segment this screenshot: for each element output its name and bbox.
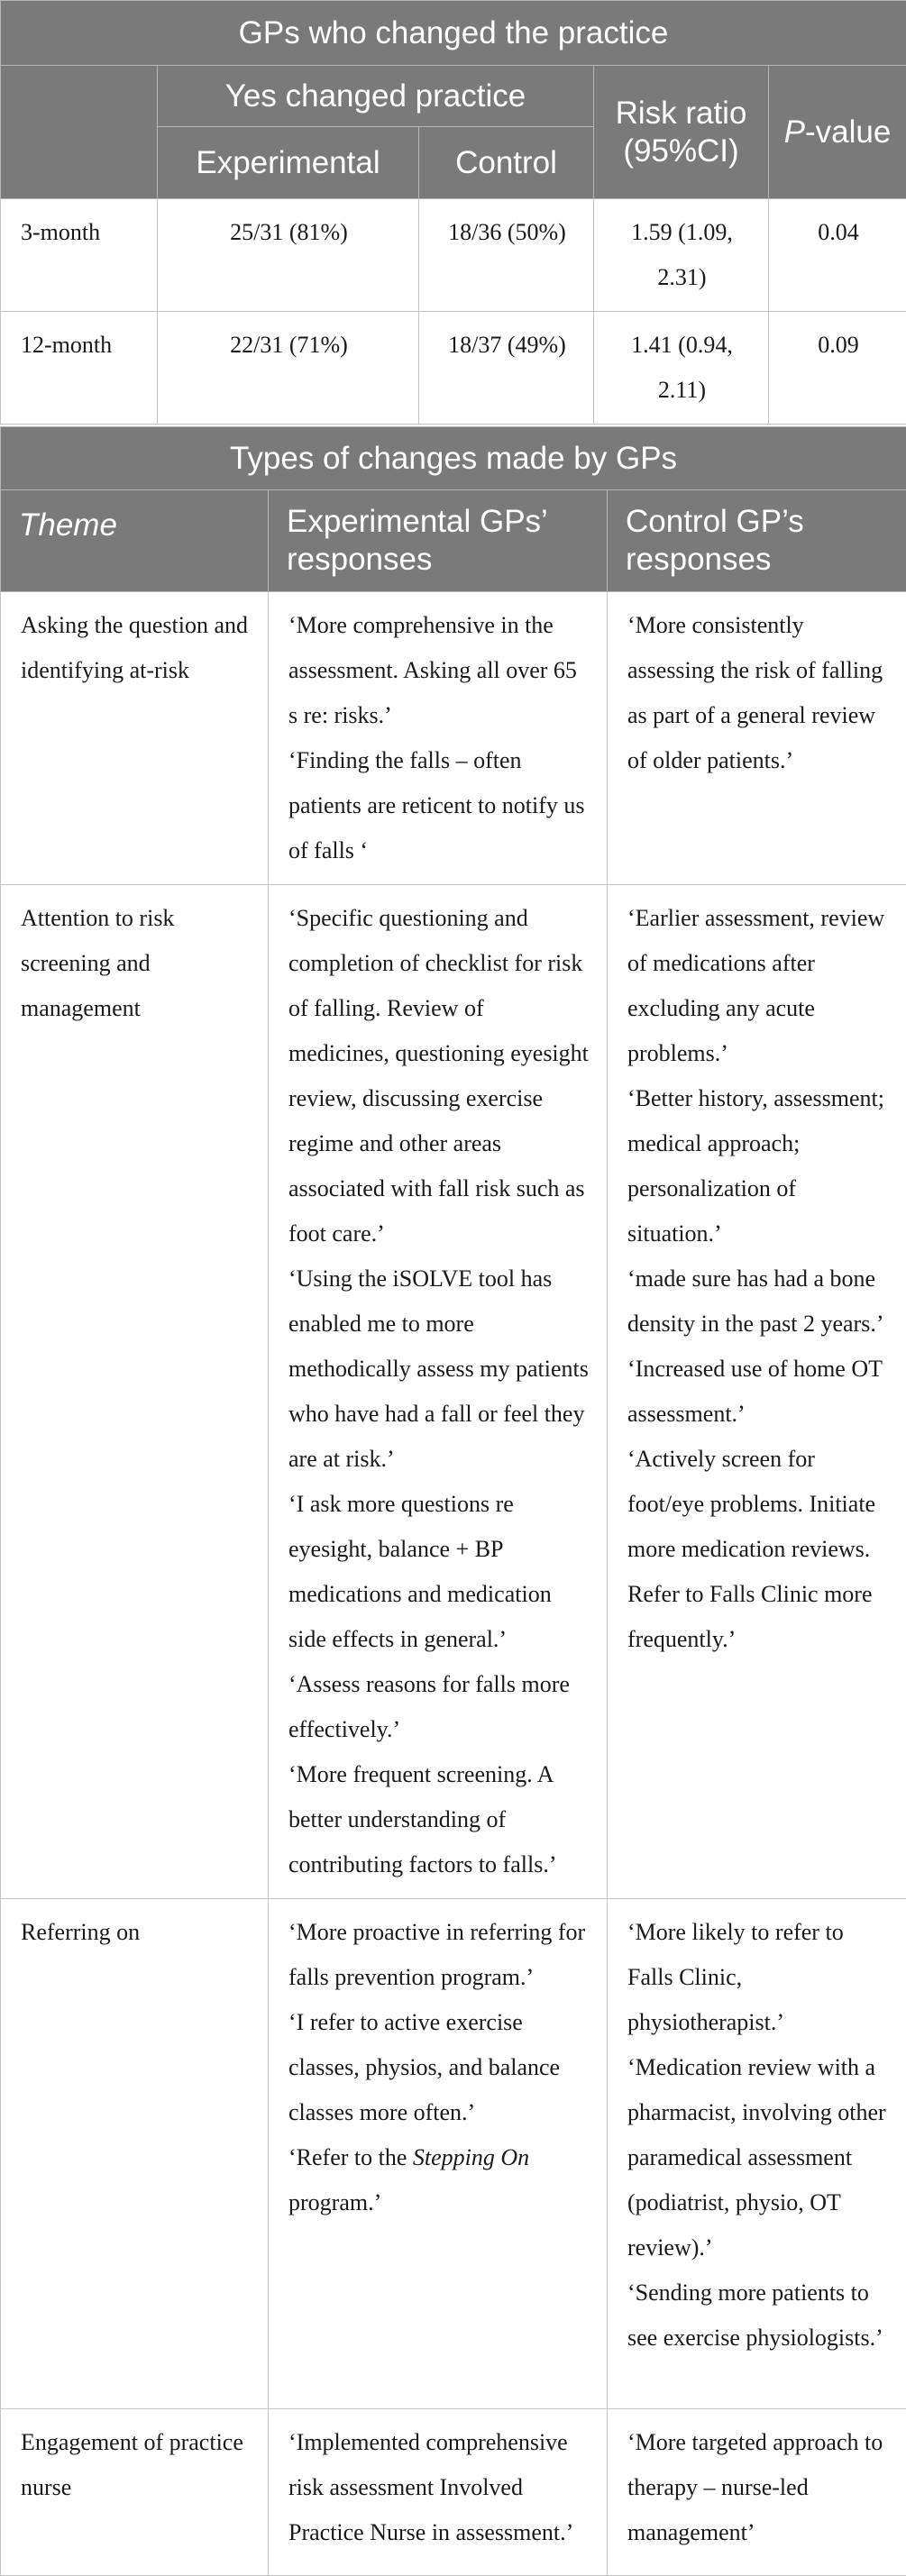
table1-blank-header: [1, 66, 158, 199]
experimental-col-header: Experimental: [158, 127, 419, 199]
response-quote: ‘Sending more patients to see exercise physiologists.’: [627, 2270, 888, 2361]
response-quote: ‘Medication review with a pharmacist, involving other paramedical assessment (podiatrist, physio, OT review).’: [627, 2045, 888, 2270]
risk-ratio-header: Risk ratio (95%CI): [594, 66, 769, 199]
p-value: 0.09: [769, 312, 906, 425]
response-quote: ‘More consistently assessing the risk of falling as part of a general review of older patients.’: [627, 603, 888, 783]
experimental-value: 25/31 (81%): [158, 199, 419, 312]
response-quote: [288, 2135, 589, 2225]
risk-ratio-value: 1.59 (1.09, 2.31): [594, 199, 769, 312]
control-value: 18/36 (50%): [419, 199, 594, 312]
control-responses: [608, 1899, 906, 2409]
response-quote: ‘Implemented comprehensive risk assessment Involved Practice Nurse in assessment.’: [288, 2420, 589, 2555]
p-value-header: [769, 66, 906, 199]
table-row: [1, 199, 906, 312]
table-row: [1, 1899, 906, 2409]
row-label: 12-month: [1, 312, 158, 425]
experimental-responses-header: Experimental GPs’ responses: [269, 490, 608, 592]
theme-col-header: [1, 490, 269, 592]
theme-header-text: Theme: [19, 507, 117, 543]
gp-practice-change-table: [0, 0, 906, 425]
experimental-responses: [269, 885, 608, 1899]
p-value: 0.04: [769, 199, 906, 312]
table2-title: Types of changes made by GPs: [1, 427, 906, 490]
row-label: 3-month: [1, 199, 158, 312]
experimental-responses: [269, 2409, 608, 2576]
response-quote: ‘Finding the falls – often patients are reticent to notify us of falls ‘: [288, 738, 589, 873]
control-responses: [608, 885, 906, 1899]
theme-cell: Asking the question and identifying at-risk: [1, 592, 269, 885]
control-responses-header: Control GP’s responses: [608, 490, 906, 592]
response-quote: ‘More comprehensive in the assessment. Asking all over 65 s re: risks.’: [288, 603, 589, 738]
table-row: [1, 312, 906, 425]
response-quote: ‘Earlier assessment, review of medications after excluding any acute problems.’: [627, 896, 888, 1076]
theme-cell: Referring on: [1, 1899, 269, 2409]
response-quote: ‘More likely to refer to Falls Clinic, physiotherapist.’: [627, 1910, 888, 2045]
response-quote: ‘More proactive in referring for falls prevention program.’: [288, 1910, 589, 2000]
control-responses: [608, 592, 906, 885]
response-quote: ‘Better history, assessment; medical approach; personalization of situation.’: [627, 1076, 888, 1256]
response-quote: ‘Actively screen for foot/eye problems. Initiate more medication reviews. Refer to Falls Clinic more frequently.’: [627, 1437, 888, 1662]
control-col-header: Control: [419, 127, 594, 199]
table-row: [1, 885, 906, 1899]
table1-title: GPs who changed the practice: [1, 1, 906, 66]
table-row: [1, 592, 906, 885]
experimental-responses: [269, 1899, 608, 2409]
experimental-responses: [269, 592, 608, 885]
response-quote: ‘Specific questioning and completion of checklist for risk of falling. Review of medicines, questioning eyesight review, discussing exercise regime and other areas associated with fall risk such as foot care.’: [288, 896, 589, 1256]
p-italic: P: [784, 114, 805, 150]
theme-cell: Engagement of practice nurse: [1, 2409, 269, 2576]
p-rest: -value: [805, 114, 891, 150]
control-responses: [608, 2409, 906, 2576]
response-quote: ‘Increased use of home OT assessment.’: [627, 1347, 888, 1437]
response-quote: ‘I refer to active exercise classes, physios, and balance classes more often.’: [288, 2000, 589, 2135]
response-quote: ‘More targeted approach to therapy – nurse-led management’: [627, 2420, 888, 2555]
yes-changed-practice-header: Yes changed practice: [158, 66, 594, 127]
response-quote: ‘More frequent screening. A better understanding of contributing factors to falls.’: [288, 1752, 589, 1887]
response-quote: ‘Assess reasons for falls more effectively.’: [288, 1662, 589, 1752]
theme-cell: Attention to risk screening and management: [1, 885, 269, 1899]
response-quote: ‘I ask more questions re eyesight, balance + BP medications and medication side effects in general.’: [288, 1482, 589, 1662]
response-quote: ‘Using the iSOLVE tool has enabled me to more methodically assess my patients who have had a fall or feel they are at risk.’: [288, 1256, 589, 1482]
types-of-changes-table: [0, 426, 906, 2576]
quote-end: program.’: [288, 2189, 381, 2215]
program-name: Stepping On: [413, 2144, 529, 2170]
table-row: [1, 2409, 906, 2576]
risk-ratio-value: 1.41 (0.94, 2.11): [594, 312, 769, 425]
quote-start: ‘Refer to the: [288, 2144, 413, 2170]
experimental-value: 22/31 (71%): [158, 312, 419, 425]
response-quote: ‘made sure has had a bone density in the past 2 years.’: [627, 1256, 888, 1347]
control-value: 18/37 (49%): [419, 312, 594, 425]
